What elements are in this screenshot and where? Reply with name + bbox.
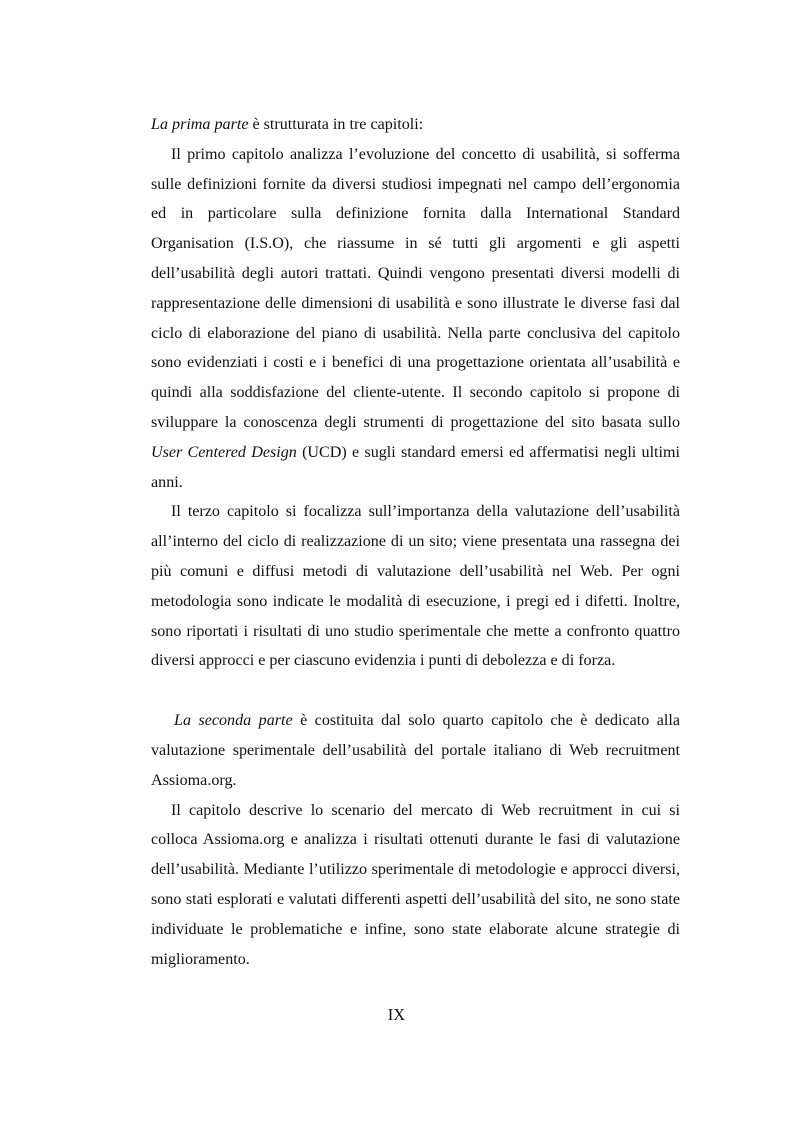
paragraph-text-tail: (UCD) e sugli standard emersi ed affermatisi negli ultimi anni. [151, 443, 680, 491]
paragraph-chapter-three [151, 497, 680, 676]
paragraph-text: Il terzo capitolo si focalizza sull’importanza della valutazione dell’usabilità all’interno del ciclo di realizzazione di un sito; viene presentata una rassegna dei più comuni e diffusi metodi di valutazione dell’usabilità nel Web. Per ogni metodologia sono indicate le modalità di esecuzione, i pregi ed i difetti. Inoltre, sono riportati i risultati di uno studio sperimentale che mette a confronto quattro diversi approcci e per ciascuno evidenzia i punti di debolezza e di forza. [151, 503, 680, 670]
paragraph-chapter-four [151, 796, 680, 975]
paragraph-text: è strutturata in tre capitoli: [248, 116, 424, 133]
paragraph-text: Il primo capitolo analizza l’evoluzione del concetto di usabilità, si sofferma sulle definizioni fornite da diversi studiosi impegnati nel campo dell’ergonomia ed in particolare sulla definizione fornita dalla International Standard Organisation (I.S.O), che riassume in sé tutti gli argomenti e gli aspetti dell’usabilità degli autori trattati. Quindi vengono presentati diversi modelli di rappresentazione delle dimensioni di usabilità e sono illustrate le diverse fasi dal ciclo di elaborazione del piano di usabilità. Nella parte conclusiva del capitolo sono evidenziati i costi e i benefici di una progettazione orientata all’usabilità e quindi alla soddisfazione del cliente-utente. Il secondo capitolo si propone di sviluppare la conoscenza degli strumenti di progettazione del sito basata sullo [151, 145, 680, 431]
paragraph-intro-part-one [151, 110, 680, 140]
document-body [151, 110, 680, 974]
ucd-term: User Centered Design [151, 443, 297, 461]
paragraph-gap [151, 676, 680, 706]
part-two-title: La seconda parte [174, 712, 293, 730]
paragraph-intro-part-two [151, 706, 680, 795]
part-one-title: La prima parte [151, 116, 249, 133]
paragraph-text: Il capitolo descrive lo scenario del mercato di Web recruitment in cui si colloca Assioma.org e analizza i risultati ottenuti durante le fasi di valutazione dell’usabilità. Mediante l’utilizzo sperimentale di metodologie e approcci diversi, sono stati esplorati e valutati differenti aspetti dell’usabilità del sito, ne sono state individuate le problematiche e infine, sono state elaborate alcune strategie di miglioramento. [151, 801, 680, 968]
paragraph-text: è costituita dal solo quarto capitolo che è dedicato alla valutazione sperimentale dell’usabilità del portale italiano di Web recruitment Assioma.org. [151, 712, 680, 789]
page-number: IX [387, 1005, 406, 1024]
paragraph-chapter-one-two [151, 140, 680, 498]
